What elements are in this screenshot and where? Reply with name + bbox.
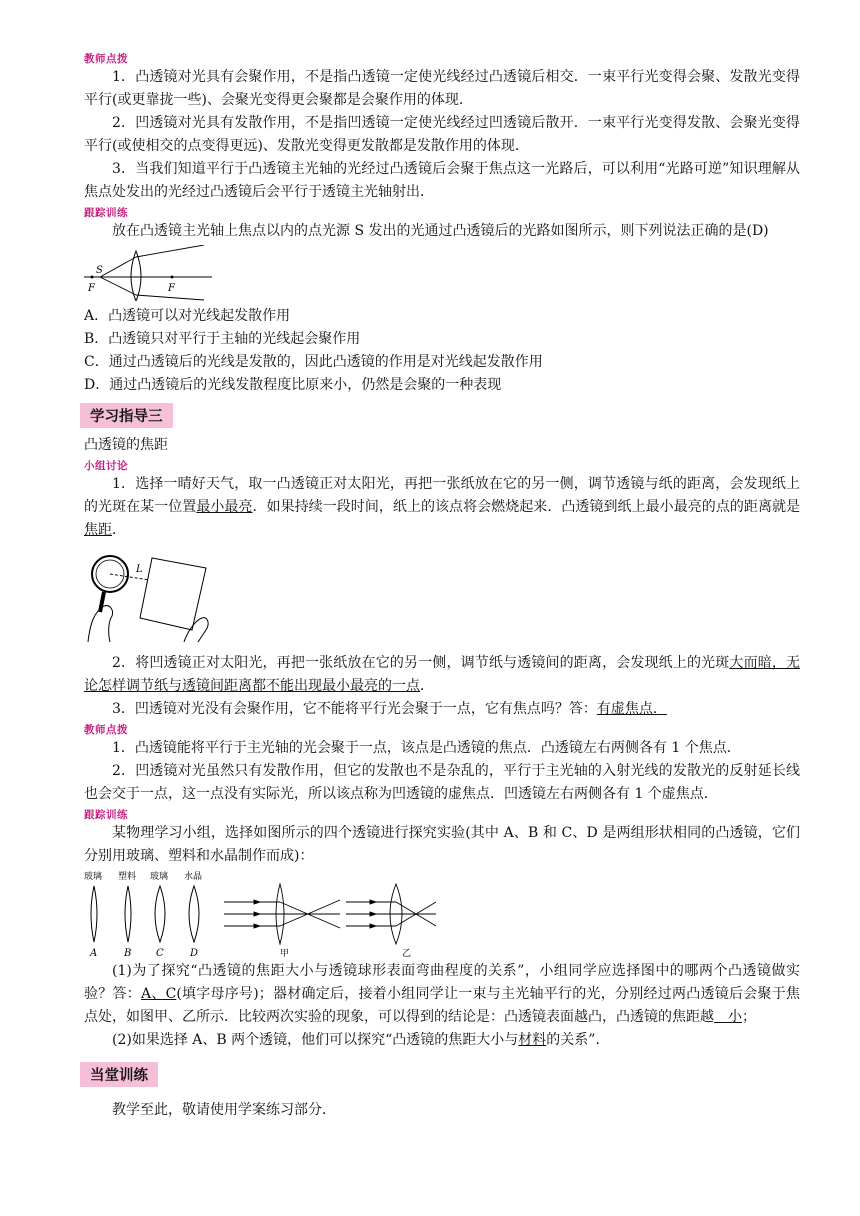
- experiment-question-2: [84, 1029, 800, 1052]
- answer-virtual-focus: 有虚焦点．: [596, 701, 667, 717]
- letter-d: D: [190, 948, 199, 958]
- experiment-intro: 某物理学习小组，选择如图所示的四个透镜进行探究实验(其中 A、B 和 C、D 是两组形状相同的凸透镜，它们分别用玻璃、塑料和水晶制作而成)：: [84, 825, 800, 864]
- answer-focal-length: 焦距: [84, 522, 112, 538]
- magnifier-paper-figure: [84, 546, 214, 646]
- discussion-paragraph-3: [84, 698, 800, 721]
- text: ．: [112, 522, 126, 538]
- tip-paragraph-2: 2．凹透镜对光具有发散作用，不是指凹透镜一定使光线经过凹透镜后散开．一束平行光变得发散、会聚光变得平行(或使相交的点变得更远)、发散光变得更发散都是发散作用的体现．: [84, 115, 800, 154]
- label-yi: 乙: [402, 949, 412, 958]
- label-f-left: F: [88, 283, 95, 294]
- tip2-paragraph-1: 1．凸透镜能将平行于主光轴的光会聚于一点，该点是凸透镜的焦点．凸透镜左右两侧各有 1 个焦点．: [112, 740, 741, 756]
- option-d: D．通过凸透镜后的光线发散程度比原来小，仍然是会聚的一种表现: [84, 377, 502, 393]
- option-a: A．凸透镜可以对光线起发散作用: [84, 308, 291, 324]
- material-d: 水晶: [184, 872, 203, 882]
- label-f-right: F: [168, 283, 175, 294]
- group-discussion-tag: 小组讨论: [84, 460, 128, 472]
- four-lenses-figure: [84, 870, 484, 958]
- text: ．如果持续一段时间，纸上的该点将会燃烧起来．凸透镜到纸上最小最亮的点的距离就是: [252, 499, 801, 515]
- experiment-question-1: [84, 960, 800, 1029]
- material-b: 塑料: [118, 872, 137, 882]
- text: ；: [742, 1009, 756, 1025]
- tip-paragraph-3: 3．当我们知道平行于凸透镜主光轴的光经过凸透镜后会聚于焦点这一光路后，可以利用“光路可逆”知识理解从焦点处发出的光经过凸透镜后会平行于透镜主光轴射出．: [84, 161, 800, 200]
- letter-c: C: [156, 948, 164, 958]
- text: 3．凹透镜对光没有会聚作用，它不能将平行光会聚于一点，它有焦点吗？答：: [112, 701, 597, 717]
- label-jia: 甲: [280, 949, 290, 958]
- tracking-exercise-tag-2: 跟踪训练: [84, 809, 128, 821]
- text: 1．选择一晴好天气，取一凸透镜正对太阳光，再把一张纸放在它的另一侧，调节透镜与纸的距离，会发现纸上的光斑在某一位置: [84, 476, 800, 515]
- discussion-paragraph-2: [84, 652, 800, 698]
- answer-material: 材料: [518, 1032, 547, 1048]
- option-c: C．通过凸透镜后的光线是发散的，因此凸透镜的作用是对光线起发散作用: [84, 354, 543, 370]
- letter-b: B: [124, 948, 132, 958]
- text: 的关系”．: [546, 1032, 610, 1048]
- answer-smallest-brightest: 最小最亮: [196, 499, 253, 515]
- material-a: 玻璃: [84, 872, 103, 882]
- closing-text: 教学至此，敬请使用学案练习部分．: [112, 1102, 336, 1118]
- option-b: B．凸透镜只对平行于主轴的光线起会聚作用: [84, 331, 361, 347]
- page: [84, 50, 800, 1122]
- label-l: L: [136, 564, 143, 575]
- exercise-question: 放在凸透镜主光轴上焦点以内的点光源 S 发出的光通过凸透镜后的光路如图所示，则下列说法正确的是(D): [112, 223, 769, 239]
- teacher-tip-tag-2: 教师点拨: [84, 724, 128, 736]
- answer-large-dim-spot: 大而暗，无论怎样调节纸与透镜间距离都不能出现最小最亮的一点: [84, 655, 801, 694]
- text: (1)为了探究“凸透镜的焦距大小与透镜球形表面弯曲程度的关系”，小组同学应选择图中的哪两个凸透镜做实验？答：: [84, 963, 800, 1002]
- answer-smaller: 小: [714, 1009, 742, 1025]
- text: (2)如果选择 A、B 两个透镜，他们可以探究“凸透镜的焦距大小与: [112, 1032, 519, 1048]
- answer-a-c: A、C: [141, 986, 177, 1002]
- text: (填字母序号)；器材确定后，接着小组同学让一束与主光轴平行的光，分别经过两凸透镜后会聚于焦点处，如图甲、乙所示．比较两次实验的现象，可以得到的结论是：凸透镜表面越凸，凸透镜的焦距越: [84, 986, 800, 1025]
- label-s: S: [96, 265, 103, 276]
- section-title-focal-length: 凸透镜的焦距: [84, 437, 168, 453]
- text: 2．将凹透镜正对太阳光，再把一张纸放在它的另一侧，调节纸与透镜间的距离，会发现纸上的光斑: [112, 655, 730, 671]
- convex-lens-point-source-figure: [84, 245, 214, 301]
- section-band-guide-3: 学习指导三: [80, 403, 173, 428]
- letter-a: A: [90, 948, 98, 958]
- discussion-paragraph-1: [84, 473, 800, 542]
- tip-paragraph-1: 1．凸透镜对光具有会聚作用，不是指凸透镜一定使光线经过凸透镜后相交．一束平行光变得会聚、发散光变得平行(或更靠拢一些)、会聚光变得更会聚都是会聚作用的体现．: [84, 69, 800, 108]
- tracking-exercise-tag: 跟踪训练: [84, 207, 128, 219]
- text: ．: [420, 678, 434, 694]
- tip2-paragraph-2: 2．凹透镜对光虽然只有发散作用，但它的发散也不是杂乱的，平行于主光轴的入射光线的发散光的反射延长线也会交于一点，这一点没有实际光，所以该点称为凹透镜的虚焦点．凹透镜左右两侧各有 1 个虚焦点．: [84, 763, 800, 802]
- section-band-class-practice: 当堂训练: [80, 1062, 158, 1087]
- teacher-tip-tag: 教师点拨: [84, 53, 128, 65]
- material-c: 玻璃: [150, 872, 169, 882]
